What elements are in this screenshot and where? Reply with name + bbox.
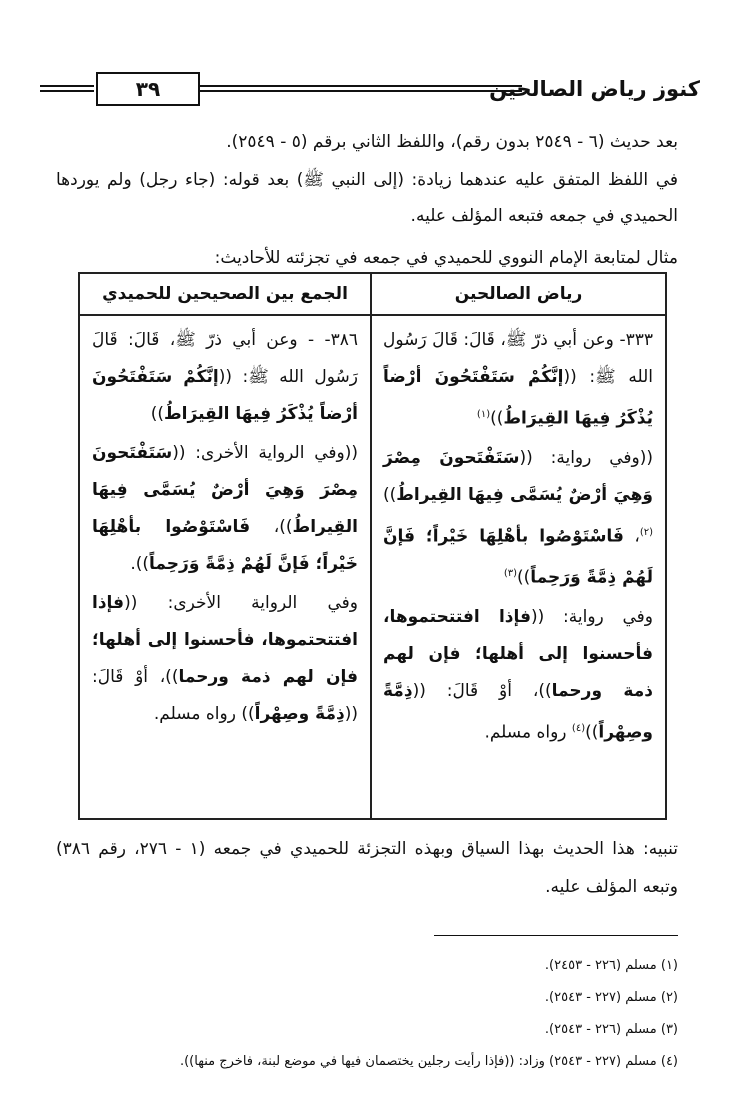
footnote-3: (٣) مسلم (٢٢٦ - ٢٥٤٣). (544, 1022, 678, 1037)
comparison-table (78, 272, 667, 820)
hadith-humaidi-3: وفي الرواية الأخرى: ((فإذا افتتحتموها، فأحسنوا إلى أهلها؛ فإن لهم ذمة ورحما))، أوْ قَالَ: ((ذِمَّةً وصِهْراً)) رواه مسلم. (92, 593, 358, 724)
book-title: كنوز رياض الصالحين (489, 77, 700, 101)
paragraph-2: في اللفظ المتفق عليه عندهما زيادة: (إلى النبي ﷺ) بعد قوله: (جاء رجل) ولم يوردها الحميدي في جمعه فتبعه المؤلف عليه. (56, 170, 678, 226)
table-header-row (80, 274, 665, 316)
header-rule (200, 85, 522, 92)
hadith-humaidi-1: ٣٨٦- - وعن أبي ذرّ ﷺ، قَالَ: قَالَ رَسُول الله ﷺ: ((إنَّكُمْ سَتَفْتَحُونَ أرْضاً يُذْكَرُ فِيهَا القِيرَاطُ)) (92, 330, 358, 424)
footnote-ref-1: (١) (476, 409, 491, 420)
paragraph-1: بعد حديث (٦ - ٢٥٤٩ بدون رقم)، واللفظ الثاني برقم (٥ - ٢٥٤٩). (226, 132, 678, 152)
running-header (40, 72, 700, 108)
footnote-ref-2: (٢) (639, 526, 654, 538)
footnote-4: (٤) مسلم (٢٢٧ - ٢٥٤٣) وزاد: ((فإذا رأيت رجلين يختصمان فيها في موضع لبنة، فاخرج منها)). (179, 1054, 678, 1069)
footnotes (38, 950, 678, 1078)
humaidi-column (92, 322, 358, 735)
table-header-humaidi: الجمع بين الصحيحين للحميدي (102, 284, 348, 304)
hadith-riyad-2: ((وفي رواية: ((سَتَفْتَحونَ مِصْرَ وَهِيَ أرْضٌ يُسَمَّى فِيهَا القِيراطُ))$^{(٢)}$، فَاسْتَوْصُوا بأهْلِهَا خَيْراً؛ فَإنَّ لَهُمْ ذِمَّةً وَرَحِماً))$^{(٣)}$ (383, 447, 654, 588)
paragraph-3: مثال لمتابعة الإمام النووي للحميدي في جمعه في تجزئته للأحاديث: (214, 248, 678, 268)
column-divider (370, 274, 372, 818)
footnote-rule (434, 935, 678, 936)
footnote-ref-4: (٤) (571, 722, 586, 734)
hadith-riyad-3: وفي رواية: ((فإذا افتتحتموها، فأحسنوا إلى أهلها؛ فإن لهم ذمة ورحما))، أوْ قَالَ: ((ذِمَّةً وصِهْراً))$^{(٤)}$ رواه مسلم. (383, 606, 653, 743)
footnote-ref-3: (٣) (503, 568, 518, 580)
hadith-humaidi-2: ((وفي الرواية الأخرى: ((سَتَفْتَحونَ مِصْرَ وَهِيَ أرْضٌ يُسَمَّى فِيهَا القِيراطُ))، فَاسْتَوْصُوا بأهْلِهَا خَيْراً؛ فَإنَّ لَهُمْ ذِمَّةً وَرَحِماً)). (92, 443, 358, 574)
page-number: ٣٩ (96, 72, 200, 106)
header-rule-end (40, 85, 94, 92)
riyad-column (383, 322, 653, 754)
table-header-riyad: رياض الصالحين (454, 284, 583, 304)
hadith-riyad-1: ٣٣٣- وعن أبي ذرّ ﷺ، قَالَ: قَالَ رَسُول الله ﷺ: ((إنَّكُمْ سَتَفْتَحُونَ أرْضاً يُذْكَرُ فِيهَا القِيرَاطُ))$^{(١)}$ (383, 330, 653, 429)
note-paragraph: تنبيه: هذا الحديث بهذا السياق وبهذه التجزئة للحميدي في جمعه (١ - ٢٧٦، رقم ٣٨٦) وتبعه المؤلف عليه. (56, 839, 678, 897)
footnote-1: (١) مسلم (٢٢٦ - ٢٤٥٣). (544, 958, 678, 973)
footnote-2: (٢) مسلم (٢٢٧ - ٢٥٤٣). (544, 990, 678, 1005)
